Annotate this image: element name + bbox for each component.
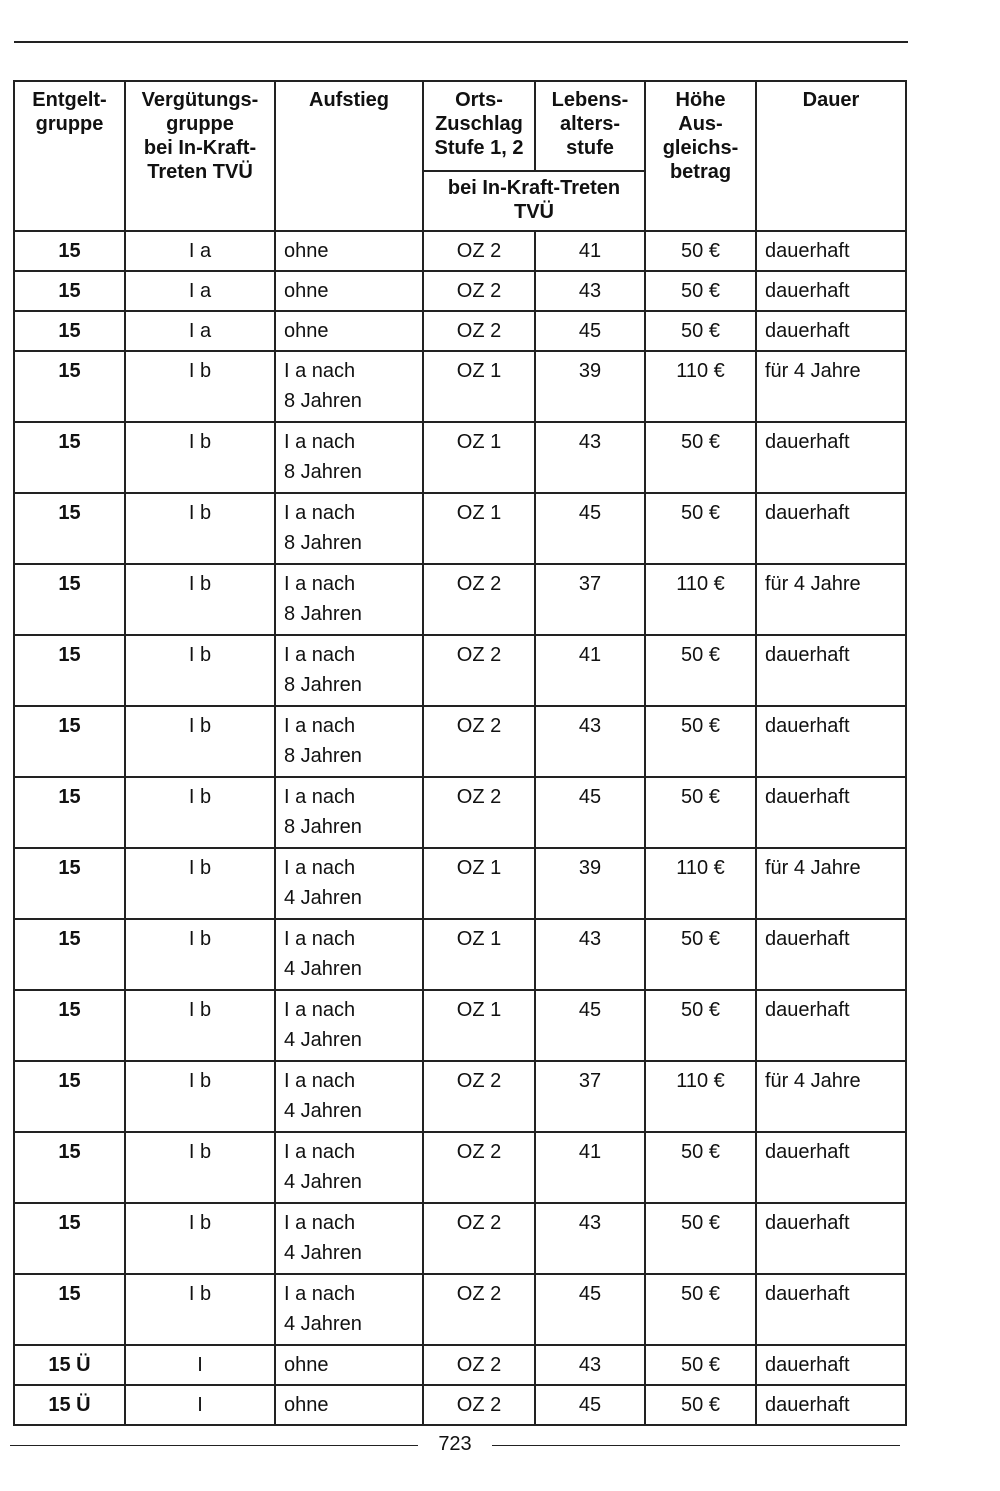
cell-dauer: dauerhaft [756, 493, 906, 564]
cell-ausgleichsbetrag: 50 € [645, 1132, 756, 1203]
cell-entgeltgruppe: 15 [14, 635, 125, 706]
cell-ausgleichsbetrag: 110 € [645, 351, 756, 422]
cell-lebensaltersstufe: 43 [535, 706, 645, 777]
page-number: 723 [438, 1433, 472, 1455]
compensation-table [13, 80, 907, 1426]
table-row [14, 1132, 906, 1203]
header-ortszuschlag: Orts- Zuschlag Stufe 1, 2 [423, 81, 535, 171]
cell-entgeltgruppe: 15 [14, 848, 125, 919]
cell-dauer: dauerhaft [756, 231, 906, 271]
cell-lebensaltersstufe: 45 [535, 493, 645, 564]
cell-aufstieg: I a nach 4 Jahren [275, 1061, 423, 1132]
cell-dauer: dauerhaft [756, 635, 906, 706]
cell-verguetungsgruppe: I a [125, 271, 275, 311]
cell-verguetungsgruppe: I b [125, 564, 275, 635]
cell-ausgleichsbetrag: 50 € [645, 311, 756, 351]
cell-ausgleichsbetrag: 50 € [645, 990, 756, 1061]
cell-verguetungsgruppe: I b [125, 1061, 275, 1132]
cell-ortszuschlag: OZ 2 [423, 564, 535, 635]
cell-ausgleichsbetrag: 50 € [645, 1345, 756, 1385]
table-row [14, 351, 906, 422]
cell-dauer: dauerhaft [756, 1274, 906, 1345]
cell-dauer: für 4 Jahre [756, 848, 906, 919]
table-row [14, 635, 906, 706]
cell-aufstieg: ohne [275, 1385, 423, 1425]
top-rule [14, 41, 908, 43]
cell-ausgleichsbetrag: 110 € [645, 1061, 756, 1132]
table-row [14, 311, 906, 351]
cell-ausgleichsbetrag: 50 € [645, 777, 756, 848]
cell-verguetungsgruppe: I [125, 1385, 275, 1425]
cell-entgeltgruppe: 15 [14, 990, 125, 1061]
cell-lebensaltersstufe: 41 [535, 635, 645, 706]
cell-ortszuschlag: OZ 2 [423, 1203, 535, 1274]
table-row [14, 990, 906, 1061]
cell-aufstieg: I a nach 8 Jahren [275, 706, 423, 777]
cell-lebensaltersstufe: 37 [535, 564, 645, 635]
cell-aufstieg: I a nach 8 Jahren [275, 564, 423, 635]
cell-dauer: dauerhaft [756, 919, 906, 990]
cell-ortszuschlag: OZ 1 [423, 493, 535, 564]
cell-dauer: für 4 Jahre [756, 564, 906, 635]
table-row [14, 1061, 906, 1132]
table-row [14, 848, 906, 919]
table-row [14, 919, 906, 990]
cell-aufstieg: ohne [275, 1345, 423, 1385]
cell-lebensaltersstufe: 43 [535, 1203, 645, 1274]
header-lebensaltersstufe: Lebens- alters- stufe [535, 81, 645, 171]
cell-verguetungsgruppe: I b [125, 848, 275, 919]
cell-dauer: dauerhaft [756, 271, 906, 311]
cell-lebensaltersstufe: 39 [535, 848, 645, 919]
cell-entgeltgruppe: 15 Ü [14, 1385, 125, 1425]
cell-ortszuschlag: OZ 2 [423, 706, 535, 777]
cell-dauer: für 4 Jahre [756, 351, 906, 422]
cell-ortszuschlag: OZ 2 [423, 311, 535, 351]
cell-lebensaltersstufe: 43 [535, 422, 645, 493]
cell-dauer: dauerhaft [756, 422, 906, 493]
table-body [14, 231, 906, 1425]
cell-entgeltgruppe: 15 [14, 231, 125, 271]
header-aufstieg: Aufstieg [275, 81, 423, 231]
table-row [14, 706, 906, 777]
cell-aufstieg: I a nach 4 Jahren [275, 1132, 423, 1203]
cell-dauer: dauerhaft [756, 311, 906, 351]
table-row [14, 231, 906, 271]
cell-entgeltgruppe: 15 [14, 564, 125, 635]
table-row [14, 1274, 906, 1345]
cell-dauer: dauerhaft [756, 706, 906, 777]
cell-entgeltgruppe: 15 [14, 706, 125, 777]
cell-dauer: dauerhaft [756, 1132, 906, 1203]
cell-entgeltgruppe: 15 [14, 1061, 125, 1132]
cell-ausgleichsbetrag: 50 € [645, 635, 756, 706]
cell-verguetungsgruppe: I a [125, 311, 275, 351]
cell-lebensaltersstufe: 43 [535, 919, 645, 990]
cell-ortszuschlag: OZ 1 [423, 848, 535, 919]
cell-entgeltgruppe: 15 [14, 1203, 125, 1274]
cell-entgeltgruppe: 15 [14, 777, 125, 848]
cell-dauer: dauerhaft [756, 1203, 906, 1274]
cell-verguetungsgruppe: I b [125, 351, 275, 422]
cell-entgeltgruppe: 15 [14, 1274, 125, 1345]
cell-dauer: dauerhaft [756, 777, 906, 848]
footer-rule-left [10, 1445, 418, 1446]
cell-lebensaltersstufe: 43 [535, 1345, 645, 1385]
cell-lebensaltersstufe: 43 [535, 271, 645, 311]
cell-ortszuschlag: OZ 1 [423, 351, 535, 422]
table-row [14, 493, 906, 564]
table-row [14, 777, 906, 848]
cell-ortszuschlag: OZ 2 [423, 231, 535, 271]
header-verguetungsgruppe: Vergütungs- gruppe bei In-Kraft- Treten TVÜ [125, 81, 275, 231]
cell-verguetungsgruppe: I b [125, 919, 275, 990]
cell-ortszuschlag: OZ 2 [423, 777, 535, 848]
cell-verguetungsgruppe: I b [125, 990, 275, 1061]
cell-entgeltgruppe: 15 [14, 311, 125, 351]
cell-verguetungsgruppe: I b [125, 493, 275, 564]
cell-entgeltgruppe: 15 Ü [14, 1345, 125, 1385]
table-row [14, 1345, 906, 1385]
cell-dauer: dauerhaft [756, 1385, 906, 1425]
cell-entgeltgruppe: 15 [14, 422, 125, 493]
cell-ortszuschlag: OZ 2 [423, 271, 535, 311]
cell-entgeltgruppe: 15 [14, 919, 125, 990]
cell-aufstieg: I a nach 8 Jahren [275, 422, 423, 493]
cell-entgeltgruppe: 15 [14, 351, 125, 422]
cell-ausgleichsbetrag: 50 € [645, 1203, 756, 1274]
cell-verguetungsgruppe: I b [125, 635, 275, 706]
cell-ausgleichsbetrag: 50 € [645, 919, 756, 990]
cell-verguetungsgruppe: I b [125, 777, 275, 848]
cell-ortszuschlag: OZ 1 [423, 422, 535, 493]
cell-aufstieg: ohne [275, 231, 423, 271]
cell-lebensaltersstufe: 45 [535, 777, 645, 848]
cell-ausgleichsbetrag: 50 € [645, 271, 756, 311]
cell-entgeltgruppe: 15 [14, 271, 125, 311]
cell-ortszuschlag: OZ 2 [423, 635, 535, 706]
table-row [14, 1203, 906, 1274]
cell-aufstieg: I a nach 4 Jahren [275, 1203, 423, 1274]
cell-aufstieg: I a nach 4 Jahren [275, 1274, 423, 1345]
cell-ortszuschlag: OZ 2 [423, 1132, 535, 1203]
cell-entgeltgruppe: 15 [14, 493, 125, 564]
cell-verguetungsgruppe: I [125, 1345, 275, 1385]
cell-verguetungsgruppe: I b [125, 706, 275, 777]
cell-verguetungsgruppe: I a [125, 231, 275, 271]
header-hoehe-ausgleichsbetrag: Höhe Aus- gleichs- betrag [645, 81, 756, 231]
cell-lebensaltersstufe: 45 [535, 311, 645, 351]
cell-dauer: dauerhaft [756, 1345, 906, 1385]
footer-rule-right [492, 1445, 900, 1446]
cell-lebensaltersstufe: 41 [535, 231, 645, 271]
cell-ortszuschlag: OZ 1 [423, 990, 535, 1061]
cell-ortszuschlag: OZ 2 [423, 1345, 535, 1385]
cell-aufstieg: ohne [275, 311, 423, 351]
cell-ortszuschlag: OZ 2 [423, 1385, 535, 1425]
cell-aufstieg: I a nach 4 Jahren [275, 990, 423, 1061]
cell-ausgleichsbetrag: 50 € [645, 1385, 756, 1425]
cell-ausgleichsbetrag: 50 € [645, 706, 756, 777]
cell-ausgleichsbetrag: 50 € [645, 422, 756, 493]
cell-ortszuschlag: OZ 2 [423, 1274, 535, 1345]
cell-verguetungsgruppe: I b [125, 1132, 275, 1203]
cell-lebensaltersstufe: 37 [535, 1061, 645, 1132]
cell-entgeltgruppe: 15 [14, 1132, 125, 1203]
cell-aufstieg: I a nach 8 Jahren [275, 635, 423, 706]
cell-ortszuschlag: OZ 2 [423, 1061, 535, 1132]
cell-verguetungsgruppe: I b [125, 422, 275, 493]
cell-ausgleichsbetrag: 50 € [645, 1274, 756, 1345]
cell-aufstieg: I a nach 8 Jahren [275, 493, 423, 564]
cell-ausgleichsbetrag: 50 € [645, 493, 756, 564]
cell-ausgleichsbetrag: 110 € [645, 564, 756, 635]
cell-dauer: dauerhaft [756, 990, 906, 1061]
cell-lebensaltersstufe: 41 [535, 1132, 645, 1203]
table-row [14, 564, 906, 635]
cell-lebensaltersstufe: 45 [535, 1385, 645, 1425]
cell-aufstieg: I a nach 4 Jahren [275, 848, 423, 919]
cell-aufstieg: ohne [275, 271, 423, 311]
cell-lebensaltersstufe: 45 [535, 990, 645, 1061]
cell-verguetungsgruppe: I b [125, 1203, 275, 1274]
header-dauer: Dauer [756, 81, 906, 231]
cell-aufstieg: I a nach 8 Jahren [275, 351, 423, 422]
table-row [14, 422, 906, 493]
cell-aufstieg: I a nach 8 Jahren [275, 777, 423, 848]
cell-lebensaltersstufe: 45 [535, 1274, 645, 1345]
cell-ausgleichsbetrag: 50 € [645, 231, 756, 271]
table-row [14, 1385, 906, 1425]
header-entgeltgruppe: Entgelt- gruppe [14, 81, 125, 231]
header-group-label: bei In-Kraft-Treten TVÜ [423, 171, 645, 231]
table-row [14, 271, 906, 311]
cell-dauer: für 4 Jahre [756, 1061, 906, 1132]
cell-ortszuschlag: OZ 1 [423, 919, 535, 990]
cell-ausgleichsbetrag: 110 € [645, 848, 756, 919]
cell-aufstieg: I a nach 4 Jahren [275, 919, 423, 990]
cell-verguetungsgruppe: I b [125, 1274, 275, 1345]
cell-lebensaltersstufe: 39 [535, 351, 645, 422]
